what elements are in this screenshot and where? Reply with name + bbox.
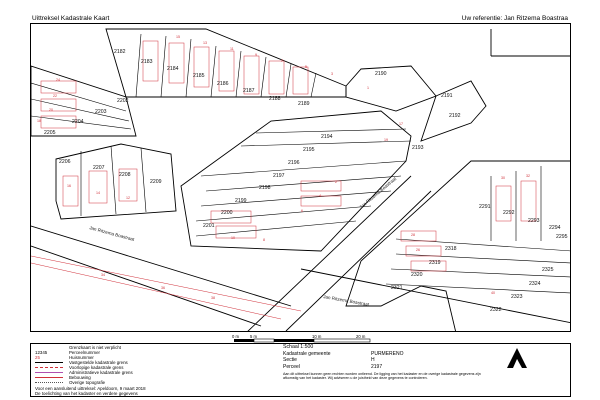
parcel-number: 2205 [44,130,56,136]
house-number: 26 [416,248,420,252]
house-number: 7 [281,59,283,63]
parcel-number: 2203 [95,109,107,115]
legend-item: Grenzkaart is niet verplicht [69,345,121,350]
info-row: Sectie H [283,357,375,364]
parcel-number: 2200 [221,210,233,216]
street-edge-d [286,191,431,331]
scale-label: 10 m [312,334,322,339]
parcel-number: 2323 [511,294,523,300]
info-row: Kadastrale gemeente PURMERENO [283,351,404,357]
parcel-number: 2190 [375,71,387,77]
street-name: Jan Ritzema Boastraat [88,225,135,242]
parcel-number: 2194 [321,134,333,140]
house-number: 15 [176,35,180,39]
house-number: 38 [211,296,215,300]
house-number: 4 [319,194,321,198]
legend-item: Vastgestelde kadastrale grens [35,360,128,365]
house-number: 14 [96,191,100,195]
scale-label: 5 m [250,334,257,339]
house-number: 32 [526,174,530,178]
house-number: 40 [491,291,495,295]
parcel-number: 2185 [193,73,205,79]
house-number: 3 [331,72,333,76]
kadaster-logo-icon [505,347,529,369]
house-number: 20 [49,108,53,112]
legend-footer: De toelichting van het kadaster en verdere gegevens [35,391,138,396]
house-number-group [37,35,530,300]
house-number: 9 [255,53,257,57]
house-number: 5 [305,65,307,69]
house-number: 8 [263,238,265,242]
parcel-number: 2188 [269,96,281,102]
parcel-number: 2295 [556,234,568,240]
reference-label: Uw referentie: Jan Ritzema Boastraa [461,15,568,22]
house-number: 22 [53,94,57,98]
house-number: 34 [101,273,105,277]
house-number: 28 [411,233,415,237]
house-number: 24 [56,78,60,82]
house-number: 10 [231,236,235,240]
map-canvas [31,24,571,332]
legend-item: Voorlopige kadastrale grens [35,365,123,370]
parcel-number: 2184 [167,66,179,72]
parcel-number: 2318 [445,246,457,252]
parcel-number: 2192 [449,113,461,119]
parcel-number: 2193 [412,145,424,151]
scale-label: 20 m [356,334,366,339]
street-name: Jan Ritzema Boastraat [358,176,398,210]
street-name: Jan Ritzema Boastraat [322,294,370,308]
parcel-number: 2201 [203,223,215,229]
house-number: 1 [367,86,369,90]
info-row: Perceel 2197 [283,363,383,370]
parcel-number: 2320 [411,272,423,278]
house-number: 18 [37,119,41,123]
parcel-number: 2183 [141,59,153,65]
parcel-number: 2319 [429,260,441,266]
parcel-number: 2182 [114,49,126,55]
house-number: 12 [126,196,130,200]
legend-item: Overige topografie [35,380,105,385]
legend-item: 25 Huisnummer [35,355,94,360]
cadastral-map[interactable] [30,23,571,332]
parcel-number: 2197 [273,173,285,179]
house-number: 2 [335,180,337,184]
house-number: 36 [161,286,165,290]
parcel-number: 2196 [288,160,300,166]
parcel-number: 2204 [72,119,84,125]
scale-bar [232,333,372,343]
parcel-number: 2294 [549,225,561,231]
parcel-number: 2189 [298,101,310,107]
parcel-number: 2325 [542,267,554,273]
legend-item: 12345 Perceelnummer [35,350,100,355]
street-edge-e [301,269,571,323]
scale-label: 0 m [232,334,239,339]
block-right-bottom [346,161,571,332]
street-edge-c [246,176,411,332]
legend-item: Bebouwing [35,375,91,380]
parcel-number: 2322 [490,307,502,313]
parcel-number: 2191 [441,93,453,99]
block-top-right [346,66,436,111]
house-number: 30 [501,176,505,180]
parcel-number: 2198 [259,185,271,191]
parcel-number: 2186 [217,81,229,87]
parcel-number: 2291 [479,204,491,210]
parcel-number: 2202 [117,98,129,104]
house-number: 19 [384,138,388,142]
map-title: Uittreksel Kadastrale Kaart [32,15,110,22]
house-number: 11 [230,47,234,51]
parcel-number: 2208 [119,172,131,178]
disclaimer-text: Aan dit uittreksel kunnen geen rechten worden ontleend. De ligging van het kadaster en de overige kadastrale gegevens zijn afkomstig van het kadaster. Wij adviseren u de juistheid van deze gegevens te controleren. [283,372,481,381]
parcel-number: 2293 [528,218,540,224]
scale-text: Schaal 1:500 [283,344,314,350]
parcel-number: 2209 [150,179,162,185]
house-number: 16 [67,184,71,188]
parcel-number: 2206 [59,159,71,165]
house-number: 17 [399,122,403,126]
parcel-number: 2187 [243,88,255,94]
legend-footer: Voor een aansluitend uittreksel: Apeldoorn, 9 maart 2018 [35,386,146,391]
house-number: 6 [301,209,303,213]
house-number: 13 [203,41,207,45]
parcel-number: 2324 [529,281,541,287]
legend-item: Administratieve kadastrale grens [35,370,133,375]
parcel-number: 2321 [391,285,403,291]
parcel-info [283,344,404,370]
parcel-number: 2199 [235,198,247,204]
parcel-number: 2195 [303,147,315,153]
parcel-number: 2207 [93,165,105,171]
parcel-number: 2292 [503,210,515,216]
